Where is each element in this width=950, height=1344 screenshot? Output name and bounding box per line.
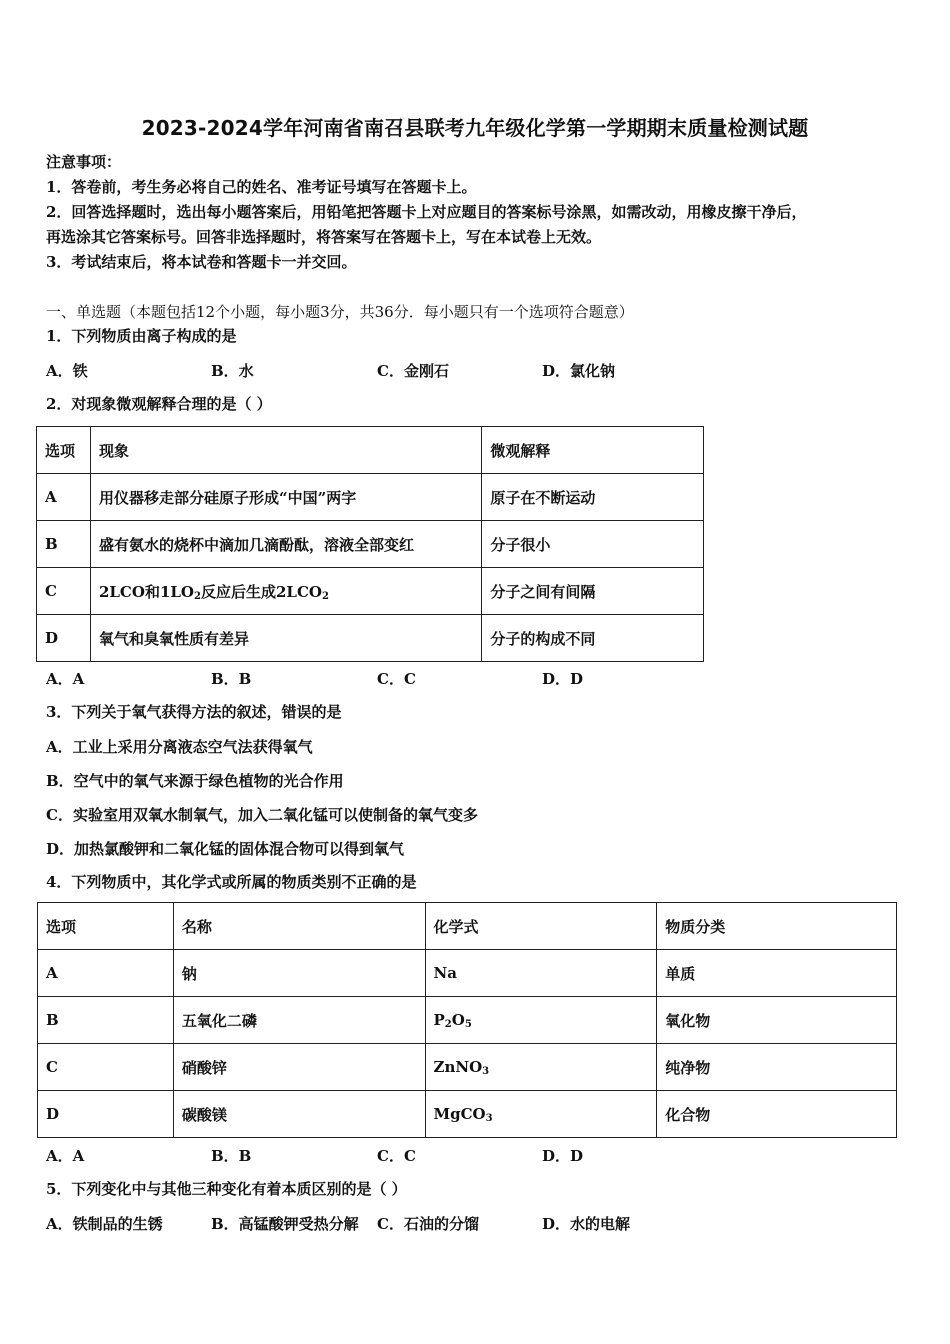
q2-row-d-option: D [37,615,91,662]
q4-header-class: 物质分类 [657,903,897,950]
q4-row-d-name: 碳酸镁 [173,1091,425,1138]
table-row [38,950,897,997]
notice-item-2: 2．回答选择题时，选出每小题答案后，用铅笔把答题卡上对应题目的答案标号涂黑，如需改动，用橡皮擦干净后， [46,203,807,221]
table-header-row [38,903,897,950]
q2-table [36,426,704,662]
q4-row-b-option: B [38,997,174,1044]
q4-row-d-formula: MgCO$_3$ [425,1091,657,1138]
q5-stem: 5．下列变化中与其他三种变化有着本质区别的是（ ） [46,1180,407,1198]
q4-row-c-option: C [38,1044,174,1091]
q1-option-a[interactable]: A．铁 [46,362,88,380]
q5-option-d[interactable]: D．水的电解 [542,1215,631,1233]
notice-item-2-cont: 再选涂其它答案标号。回答非选择题时，将答案写在答题卡上，写在本试卷上无效。 [46,228,602,246]
q2-option-d[interactable]: D．D [542,670,584,688]
q4-table [37,902,897,1138]
q2-option-c[interactable]: C．C [377,670,416,688]
table-row [38,997,897,1044]
q2-header-phenomenon: 现象 [90,427,481,474]
q2-row-d-phenomenon: 氧气和臭氧性质有差异 [90,615,481,662]
table-row [37,568,704,615]
q4-row-b-name: 五氧化二磷 [173,997,425,1044]
table-row [37,474,704,521]
q3-option-b[interactable]: B．空气中的氧气来源于绿色植物的光合作用 [46,772,344,790]
q4-row-a-class: 单质 [657,950,897,997]
table-row [37,521,704,568]
q4-option-a[interactable]: A．A [46,1147,85,1165]
q4-header-formula: 化学式 [425,903,657,950]
q2-row-a-option: A [37,474,91,521]
table-row [38,1044,897,1091]
q5-option-a[interactable]: A．铁制品的生锈 [46,1215,163,1233]
q4-row-a-option: A [38,950,174,997]
q4-header-name: 名称 [173,903,425,950]
q2-row-c-explanation: 分子之间有间隔 [482,568,704,615]
q2-header-option: 选项 [37,427,91,474]
q4-row-c-class: 纯净物 [657,1044,897,1091]
q4-row-d-option: D [38,1091,174,1138]
q4-stem: 4．下列物质中，其化学式或所属的物质类别不正确的是 [46,873,417,891]
q1-option-c[interactable]: C．金刚石 [377,362,449,380]
q2-row-b-explanation: 分子很小 [482,521,704,568]
q2-row-a-phenomenon: 用仪器移走部分硅原子形成“中国”两字 [90,474,481,521]
q1-option-b[interactable]: B．水 [211,362,254,380]
q3-option-a[interactable]: A．工业上采用分离液态空气法获得氧气 [46,738,313,756]
q4-option-b[interactable]: B．B [211,1147,252,1165]
notice-heading: 注意事项： [46,153,122,171]
q2-row-b-phenomenon: 盛有氨水的烧杯中滴加几滴酚酞，溶液全部变红 [90,521,481,568]
table-row [38,1091,897,1138]
q2-row-b-option: B [37,521,91,568]
q4-row-b-class: 氧化物 [657,997,897,1044]
q4-option-d[interactable]: D．D [542,1147,584,1165]
q4-row-a-formula: Na [425,950,657,997]
q3-option-c[interactable]: C．实验室用双氧水制氧气，加入二氧化锰可以使制备的氧气变多 [46,806,478,824]
q3-stem: 3．下列关于氧气获得方法的叙述，错误的是 [46,703,342,721]
q5-option-c[interactable]: C．石油的分馏 [377,1215,479,1233]
q2-row-d-explanation: 分子的构成不同 [482,615,704,662]
table-row [37,615,704,662]
q3-option-d[interactable]: D．加热氯酸钾和二氧化锰的固体混合物可以得到氧气 [46,840,405,858]
q2-row-c-option: C [37,568,91,615]
q5-option-b[interactable]: B．高锰酸钾受热分解 [211,1215,359,1233]
notice-item-1: 1．答卷前，考生务必将自己的姓名、准考证号填写在答题卡上。 [46,178,477,196]
q2-stem: 2．对现象微观解释合理的是（ ） [46,395,272,413]
q1-stem: 1．下列物质由离子构成的是 [46,327,237,345]
q4-row-b-formula: $P_2O_5$ [425,997,657,1044]
q2-option-b[interactable]: B．B [211,670,252,688]
q4-row-d-class: 化合物 [657,1091,897,1138]
q2-row-a-explanation: 原子在不断运动 [482,474,704,521]
q1-option-d[interactable]: D．氯化钠 [542,362,616,380]
page-title: 2023-2024学年河南省南召县联考九年级化学第一学期期末质量检测试题 [141,116,809,140]
q2-option-a[interactable]: A．A [46,670,85,688]
notice-item-3: 3．考试结束后，将本试卷和答题卡一并交回。 [46,253,357,271]
q4-header-option: 选项 [38,903,174,950]
q4-row-a-name: 钠 [173,950,425,997]
section-heading: 一、单选题（本题包括12个小题，每小题3分，共36分．每小题只有一个选项符合题意） [46,303,634,321]
q4-option-c[interactable]: C．C [377,1147,416,1165]
q4-row-c-formula: ZnNO$_3$ [425,1044,657,1091]
q4-row-c-name: 硝酸锌 [173,1044,425,1091]
q2-row-c-phenomenon: 2LCO和$1LO_2$反应后生成$2LCO_2$ [90,568,481,615]
table-header-row [37,427,704,474]
q2-header-explanation: 微观解释 [482,427,704,474]
